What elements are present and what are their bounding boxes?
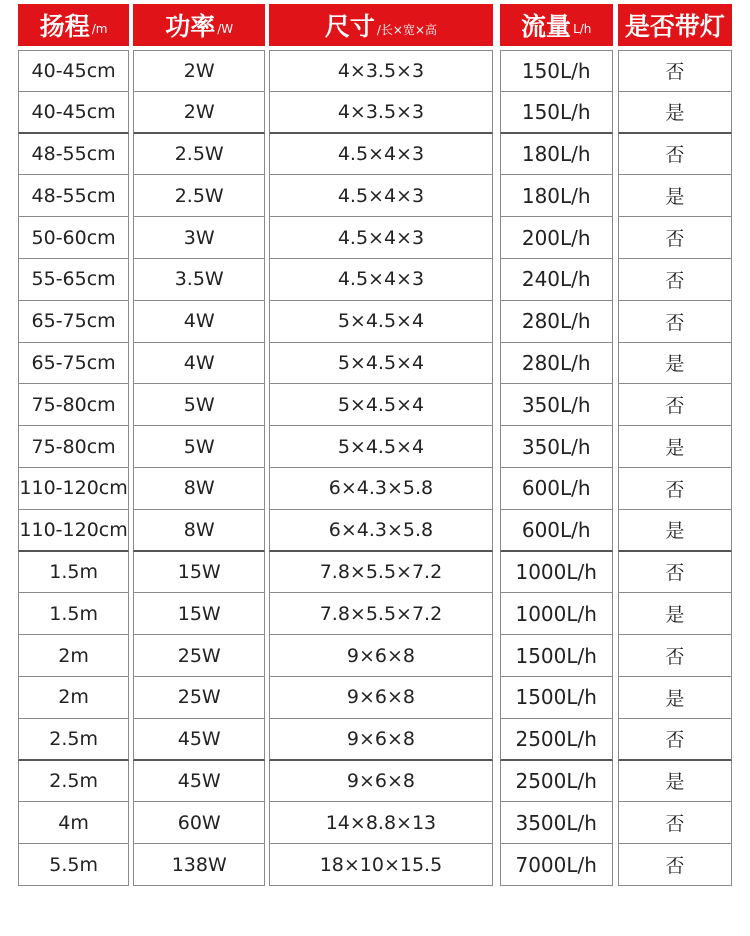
table-row (18, 468, 732, 510)
flow-cell: 150L/h (500, 50, 613, 92)
table-header (18, 4, 732, 46)
flow-cell: 2500L/h (500, 719, 613, 761)
light-cell: 否 (618, 301, 732, 343)
head-cell: 4m (18, 802, 129, 844)
light-cell: 否 (618, 468, 732, 510)
size-cell: 5×4.5×4 (269, 301, 492, 343)
head-cell: 48-55cm (18, 134, 129, 176)
table-row (18, 426, 732, 468)
flow-cell: 150L/h (500, 92, 613, 134)
head-cell: 75-80cm (18, 384, 129, 426)
size-cell: 4.5×4×3 (269, 259, 492, 301)
head-cell: 5.5m (18, 844, 129, 886)
head-cell: 40-45cm (18, 92, 129, 134)
flow-cell: 600L/h (500, 510, 613, 552)
table-row (18, 301, 732, 343)
table-row (18, 593, 732, 635)
size-cell: 4.5×4×3 (269, 134, 492, 176)
power-cell: 138W (133, 844, 265, 886)
power-cell: 2W (133, 92, 265, 134)
table-row (18, 844, 732, 886)
head-cell: 55-65cm (18, 259, 129, 301)
size-cell: 18×10×15.5 (269, 844, 492, 886)
head-cell: 65-75cm (18, 343, 129, 385)
light-cell: 否 (618, 635, 732, 677)
head-cell: 2.5m (18, 719, 129, 761)
table-row (18, 635, 732, 677)
table-row (18, 719, 732, 761)
flow-cell: 240L/h (500, 259, 613, 301)
header-cell-power: 功率 /W (133, 4, 265, 46)
header-cell-size: 尺寸 /长×宽×高 (269, 4, 492, 46)
size-cell: 4.5×4×3 (269, 217, 492, 259)
table-row (18, 259, 732, 301)
size-cell: 9×6×8 (269, 719, 492, 761)
head-cell: 40-45cm (18, 50, 129, 92)
power-cell: 5W (133, 426, 265, 468)
size-cell: 9×6×8 (269, 635, 492, 677)
header-cell-head: 扬程 /m (18, 4, 129, 46)
size-cell: 5×4.5×4 (269, 426, 492, 468)
power-cell: 8W (133, 510, 265, 552)
light-cell: 否 (618, 50, 732, 92)
power-cell: 25W (133, 677, 265, 719)
head-cell: 75-80cm (18, 426, 129, 468)
power-cell: 5W (133, 384, 265, 426)
flow-cell: 7000L/h (500, 844, 613, 886)
light-cell: 是 (618, 593, 732, 635)
size-cell: 4.5×4×3 (269, 175, 492, 217)
head-cell: 50-60cm (18, 217, 129, 259)
head-cell: 65-75cm (18, 301, 129, 343)
power-cell: 25W (133, 635, 265, 677)
light-cell: 是 (618, 426, 732, 468)
table-row (18, 50, 732, 92)
light-cell: 是 (618, 343, 732, 385)
flow-cell: 350L/h (500, 426, 613, 468)
table-body (18, 50, 732, 886)
light-cell: 否 (618, 802, 732, 844)
flow-cell: 1500L/h (500, 635, 613, 677)
flow-cell: 200L/h (500, 217, 613, 259)
light-cell: 否 (618, 844, 732, 886)
size-cell: 9×6×8 (269, 761, 492, 803)
power-cell: 60W (133, 802, 265, 844)
power-cell: 4W (133, 343, 265, 385)
power-cell: 15W (133, 552, 265, 594)
flow-cell: 350L/h (500, 384, 613, 426)
power-cell: 45W (133, 761, 265, 803)
head-cell: 48-55cm (18, 175, 129, 217)
flow-cell: 2500L/h (500, 761, 613, 803)
flow-cell: 1500L/h (500, 677, 613, 719)
light-cell: 否 (618, 259, 732, 301)
spec-table (18, 4, 732, 886)
light-cell: 是 (618, 175, 732, 217)
size-cell: 5×4.5×4 (269, 343, 492, 385)
flow-cell: 180L/h (500, 134, 613, 176)
size-cell: 9×6×8 (269, 677, 492, 719)
power-cell: 8W (133, 468, 265, 510)
table-row (18, 552, 732, 594)
header-cell-light: 是否带灯 (618, 4, 732, 46)
size-cell: 7.8×5.5×7.2 (269, 552, 492, 594)
size-cell: 6×4.3×5.8 (269, 510, 492, 552)
size-cell: 4×3.5×3 (269, 50, 492, 92)
table-row (18, 510, 732, 552)
size-cell: 14×8.8×13 (269, 802, 492, 844)
power-cell: 3.5W (133, 259, 265, 301)
size-cell: 5×4.5×4 (269, 384, 492, 426)
flow-cell: 1000L/h (500, 552, 613, 594)
power-cell: 2.5W (133, 175, 265, 217)
head-cell: 2.5m (18, 761, 129, 803)
flow-cell: 600L/h (500, 468, 613, 510)
light-cell: 否 (618, 134, 732, 176)
table-row (18, 677, 732, 719)
power-cell: 2.5W (133, 134, 265, 176)
light-cell: 否 (618, 384, 732, 426)
power-cell: 3W (133, 217, 265, 259)
head-cell: 1.5m (18, 552, 129, 594)
power-cell: 2W (133, 50, 265, 92)
light-cell: 是 (618, 677, 732, 719)
flow-cell: 280L/h (500, 301, 613, 343)
flow-cell: 1000L/h (500, 593, 613, 635)
head-cell: 110-120cm (18, 510, 129, 552)
table-row (18, 92, 732, 134)
table-row (18, 175, 732, 217)
power-cell: 45W (133, 719, 265, 761)
light-cell: 否 (618, 719, 732, 761)
head-cell: 110-120cm (18, 468, 129, 510)
size-cell: 4×3.5×3 (269, 92, 492, 134)
head-cell: 2m (18, 677, 129, 719)
table-row (18, 217, 732, 259)
head-cell: 1.5m (18, 593, 129, 635)
table-row (18, 384, 732, 426)
flow-cell: 180L/h (500, 175, 613, 217)
table-row (18, 343, 732, 385)
flow-cell: 3500L/h (500, 802, 613, 844)
flow-cell: 280L/h (500, 343, 613, 385)
head-cell: 2m (18, 635, 129, 677)
table-row (18, 761, 732, 803)
table-row (18, 802, 732, 844)
light-cell: 否 (618, 552, 732, 594)
light-cell: 是 (618, 92, 732, 134)
light-cell: 是 (618, 761, 732, 803)
power-cell: 4W (133, 301, 265, 343)
power-cell: 15W (133, 593, 265, 635)
size-cell: 6×4.3×5.8 (269, 468, 492, 510)
table-row (18, 134, 732, 176)
header-cell-flow: 流量 L/h (500, 4, 613, 46)
light-cell: 是 (618, 510, 732, 552)
size-cell: 7.8×5.5×7.2 (269, 593, 492, 635)
light-cell: 否 (618, 217, 732, 259)
